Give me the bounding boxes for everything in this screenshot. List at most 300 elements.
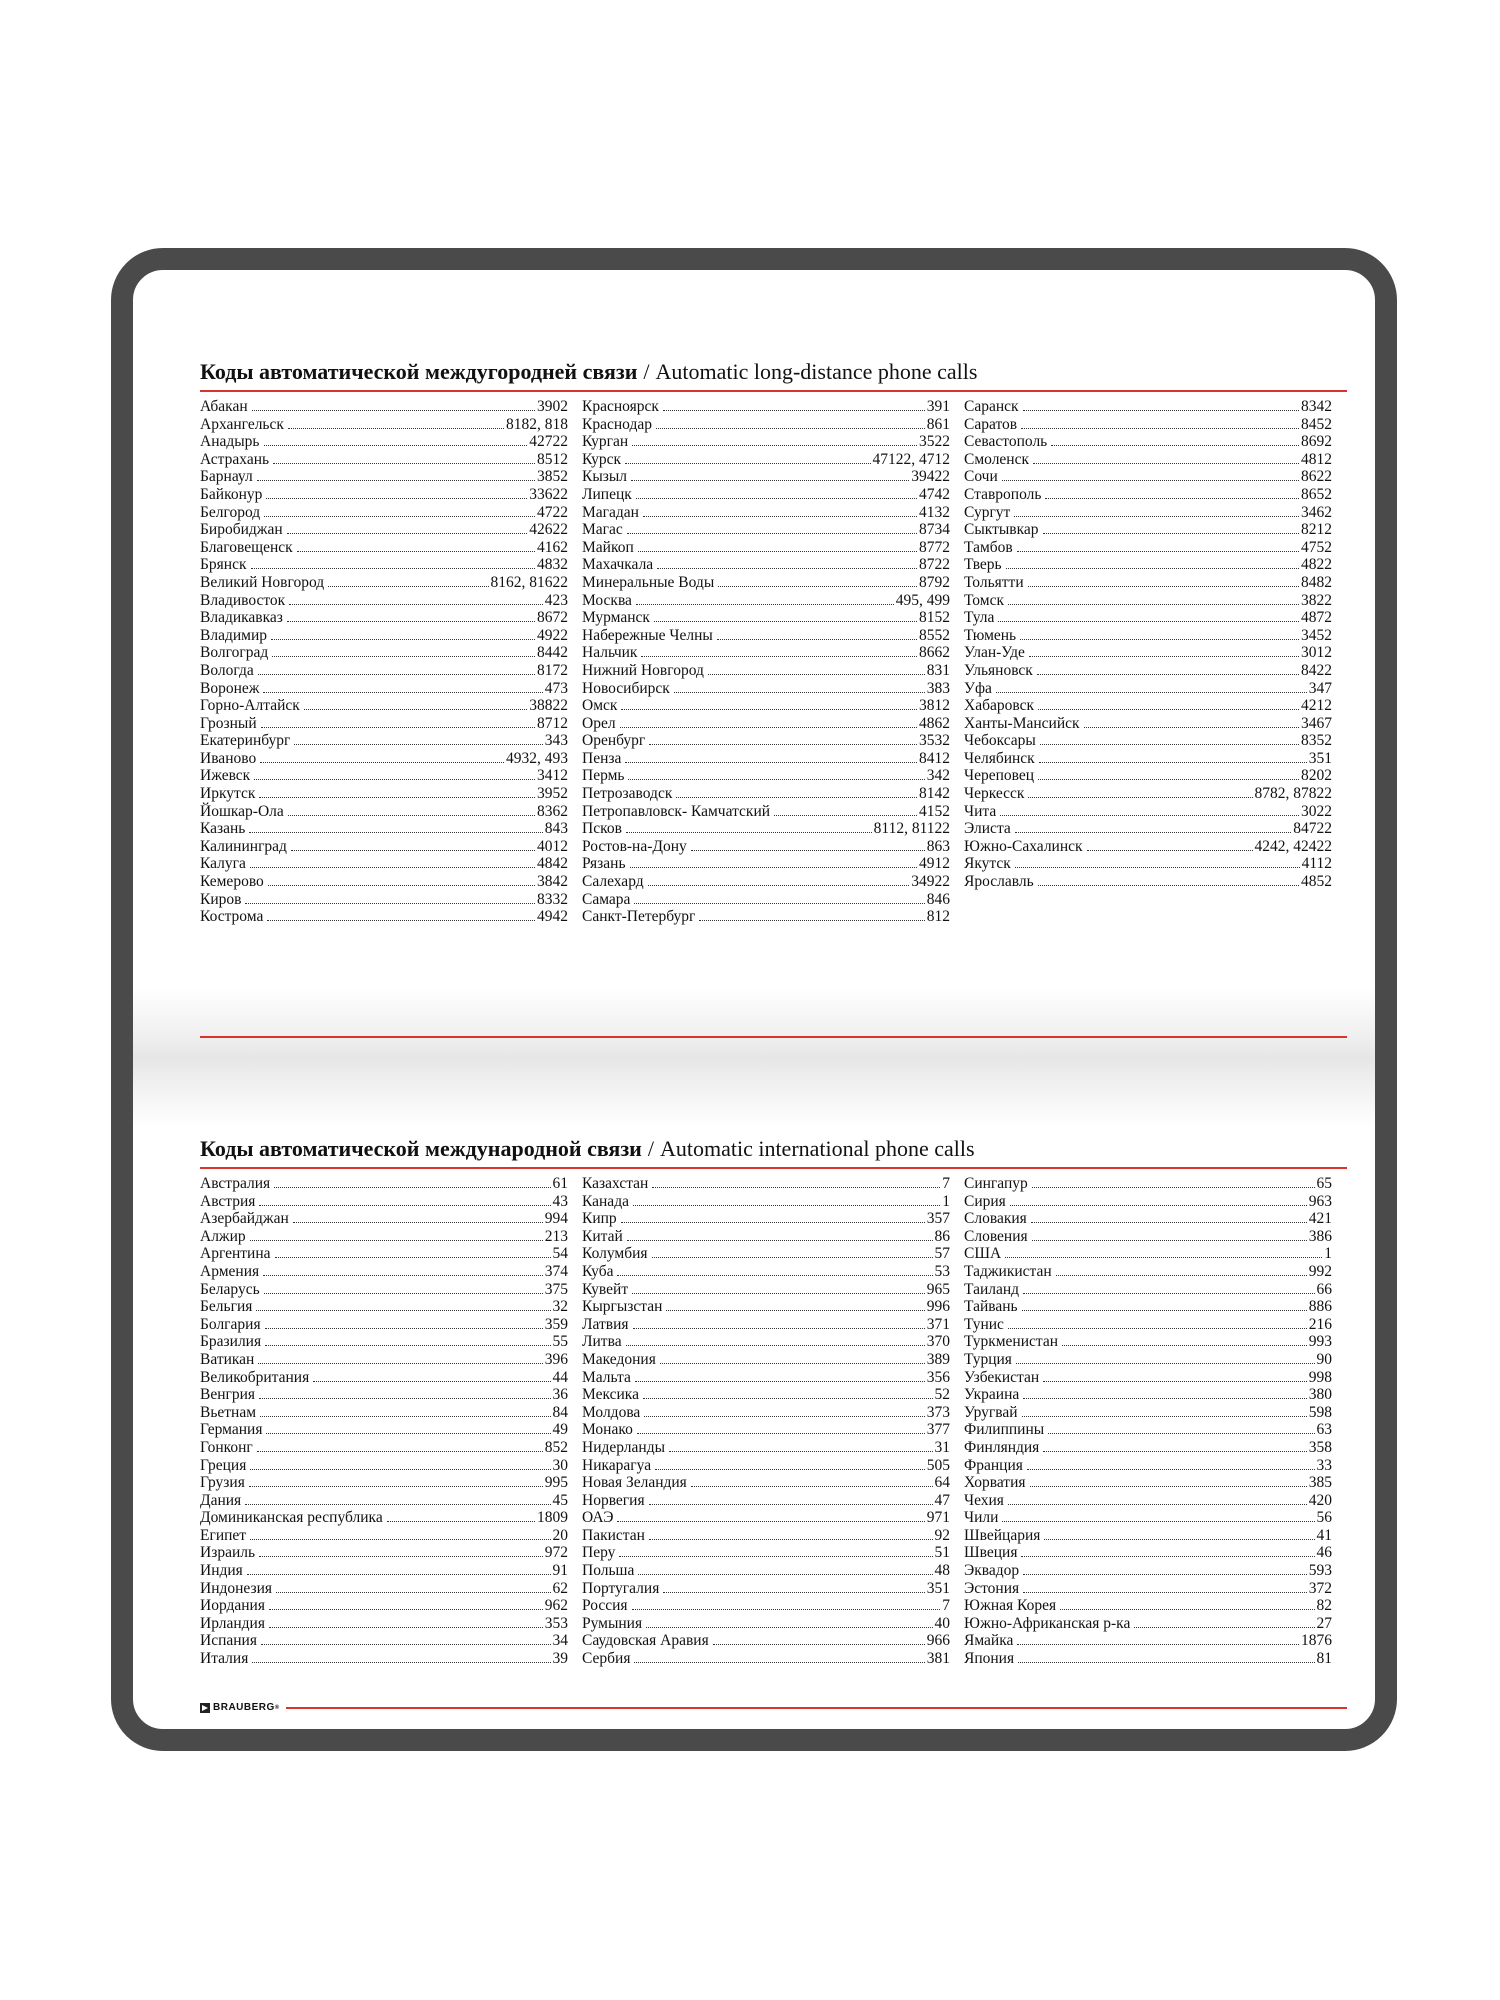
entry-name: Южная Корея (964, 1597, 1057, 1615)
code-entry (964, 1439, 1332, 1457)
entry-code: 846 (926, 890, 950, 908)
brand-logo-icon (200, 1703, 210, 1713)
entry-code: 8182, 818 (506, 415, 568, 433)
entry-name: Канада (582, 1192, 629, 1210)
code-entry (582, 1369, 950, 1387)
dot-leader (699, 920, 924, 921)
code-entry (200, 521, 568, 539)
entry-name: Чехия (964, 1491, 1004, 1509)
entry-name: Тюмень (964, 626, 1017, 644)
entry-name: Великий Новгород (200, 573, 325, 591)
dot-leader (1023, 1574, 1307, 1575)
entry-code: 4812 (1301, 450, 1332, 468)
entry-code: 34922 (911, 873, 950, 891)
code-entry (582, 1263, 950, 1281)
code-entry (582, 1527, 950, 1545)
entry-name: Израиль (200, 1544, 256, 1562)
entry-name: Ижевск (200, 767, 251, 785)
entry-name: Ставрополь (964, 485, 1042, 503)
dot-leader (266, 498, 527, 499)
dot-leader (617, 1275, 932, 1276)
code-entry (582, 1298, 950, 1316)
code-entry (582, 1492, 950, 1510)
entry-code: 57 (934, 1245, 950, 1263)
code-entry (964, 433, 1332, 451)
dot-leader (297, 551, 535, 552)
entry-name: Хорватия (964, 1474, 1026, 1492)
entry-name: Южно-Африканская р-ка (964, 1614, 1131, 1632)
entry-name: Ямайка (964, 1632, 1014, 1650)
code-entry (582, 680, 950, 698)
entry-name: Уругвай (964, 1403, 1018, 1421)
dot-leader (676, 797, 917, 798)
entry-name: Сирия (964, 1192, 1006, 1210)
entry-name: Вьетнам (200, 1403, 257, 1421)
code-entry (582, 1474, 950, 1492)
code-entry (200, 644, 568, 662)
code-entry (200, 785, 568, 803)
code-entry (964, 1386, 1332, 1404)
code-entry (582, 1509, 950, 1527)
code-entry (582, 539, 950, 557)
entry-code: 3812 (919, 697, 950, 715)
entry-code: 495, 499 (895, 591, 950, 609)
dot-leader (250, 867, 535, 868)
dot-leader (1060, 1609, 1314, 1610)
entry-name: Азербайджан (200, 1210, 289, 1228)
code-entry (964, 785, 1332, 803)
dot-leader (250, 1469, 550, 1470)
dot-leader (1021, 1556, 1314, 1557)
code-entry (200, 1632, 568, 1650)
entry-code: 812 (926, 908, 950, 926)
dot-leader (294, 744, 542, 745)
entry-name: Череповец (964, 767, 1035, 785)
dot-leader (288, 428, 504, 429)
entry-name: Владимир (200, 626, 267, 644)
entry-name: Оренбург (582, 732, 646, 750)
entry-code: 8442 (537, 644, 568, 662)
entry-name: Ирландия (200, 1614, 265, 1632)
dot-leader (628, 779, 924, 780)
entry-name: Тамбов (964, 538, 1013, 556)
international-column-3 (964, 1175, 1346, 1668)
dot-leader (649, 1539, 933, 1540)
dot-leader (276, 1592, 550, 1593)
code-entry (582, 433, 950, 451)
code-entry (582, 609, 950, 627)
dot-leader (287, 533, 528, 534)
dot-leader (657, 568, 917, 569)
dot-leader (260, 1416, 550, 1417)
entry-code: 4132 (919, 503, 950, 521)
dot-leader (1038, 779, 1299, 780)
international-codes-section (200, 1135, 1347, 1668)
entry-code: 389 (926, 1350, 950, 1368)
entry-code: 45 (552, 1491, 568, 1509)
entry-name: Архангельск (200, 415, 284, 433)
entry-code: 42722 (529, 433, 568, 451)
entry-code: 4242, 42422 (1254, 837, 1332, 855)
dot-leader (617, 1521, 924, 1522)
code-entry (964, 662, 1332, 680)
dot-leader (998, 621, 1299, 622)
entry-name: Казань (200, 820, 246, 838)
entry-code: 375 (544, 1280, 568, 1298)
entry-code: 343 (544, 732, 568, 750)
international-code-columns (200, 1175, 1347, 1668)
entry-name: Словакия (964, 1210, 1027, 1228)
code-entry (582, 644, 950, 662)
dot-leader (669, 1451, 932, 1452)
entry-code: 4212 (1301, 697, 1332, 715)
dot-leader (691, 850, 925, 851)
dot-leader (288, 815, 535, 816)
entry-name: Петропавловск- Камчатский (582, 802, 771, 820)
code-entry (964, 1228, 1332, 1246)
entry-code: 4862 (919, 714, 950, 732)
code-entry (200, 820, 568, 838)
code-entry (964, 504, 1332, 522)
entry-code: 3952 (537, 785, 568, 803)
entry-name: США (964, 1245, 1002, 1263)
code-entry (582, 1228, 950, 1246)
page-footer (200, 1702, 1347, 1713)
entry-code: 30 (552, 1456, 568, 1474)
entry-code: 92 (934, 1526, 950, 1544)
code-entry (964, 556, 1332, 574)
entry-name: Уфа (964, 679, 992, 697)
code-entry (964, 1580, 1332, 1598)
dot-leader (247, 1574, 551, 1575)
entry-name: Петрозаводск (582, 785, 673, 803)
entry-code: 8212 (1301, 521, 1332, 539)
code-entry (200, 1298, 568, 1316)
entry-code: 359 (544, 1315, 568, 1333)
dot-leader (273, 463, 535, 464)
entry-code: 370 (926, 1333, 950, 1351)
code-entry (582, 1632, 950, 1650)
dot-leader (649, 744, 917, 745)
code-entry (964, 1351, 1332, 1369)
entry-code: 33 (1316, 1456, 1332, 1474)
dot-leader (717, 639, 917, 640)
entry-name: Греция (200, 1456, 247, 1474)
entry-code: 381 (926, 1650, 950, 1668)
dot-leader (258, 674, 535, 675)
entry-code: 593 (1308, 1562, 1332, 1580)
entry-name: Аргентина (200, 1245, 271, 1263)
entry-name: Анадырь (200, 433, 260, 451)
domestic-column-3 (964, 398, 1346, 926)
code-entry (964, 1457, 1332, 1475)
dot-leader (631, 480, 909, 481)
entry-code: 994 (544, 1210, 568, 1228)
entry-code: 421 (1308, 1210, 1332, 1228)
entry-name: Мексика (582, 1386, 639, 1404)
entry-name: Горно-Алтайск (200, 697, 300, 715)
entry-name: Чебоксары (964, 732, 1036, 750)
code-entry (582, 1457, 950, 1475)
entry-name: Орел (582, 714, 616, 732)
dot-leader (274, 1187, 550, 1188)
entry-code: 38822 (529, 697, 568, 715)
entry-code: 4872 (1301, 609, 1332, 627)
entry-code: 843 (544, 820, 568, 838)
dot-leader (1014, 516, 1299, 517)
code-entry (582, 1439, 950, 1457)
dot-leader (259, 1205, 550, 1206)
entry-code: 8422 (1301, 661, 1332, 679)
domestic-heading (200, 358, 1347, 386)
entry-name: Томск (964, 591, 1004, 609)
entry-name: Омск (582, 697, 618, 715)
entry-name: Египет (200, 1526, 247, 1544)
code-entry (200, 1351, 568, 1369)
entry-name: Испания (200, 1632, 257, 1650)
domestic-codes-section (200, 358, 1347, 926)
heading-red-rule (200, 390, 1347, 392)
entry-name: Узбекистан (964, 1368, 1040, 1386)
dot-leader (387, 1521, 535, 1522)
code-entry (582, 556, 950, 574)
entry-code: 56 (1316, 1509, 1332, 1527)
dot-leader (258, 1363, 542, 1364)
entry-name: Кувейт (582, 1280, 629, 1298)
entry-code: 86 (934, 1227, 950, 1245)
code-entry (582, 820, 950, 838)
entry-code: 3462 (1301, 503, 1332, 521)
entry-name: Нидерланды (582, 1438, 666, 1456)
dot-leader (1048, 1433, 1314, 1434)
entry-name: Липецк (582, 485, 632, 503)
entry-code: 55 (552, 1333, 568, 1351)
code-entry (582, 1333, 950, 1351)
code-entry (200, 1562, 568, 1580)
code-entry (964, 1527, 1332, 1545)
code-entry (582, 1281, 950, 1299)
dot-leader (259, 797, 535, 798)
dot-leader (291, 850, 535, 851)
dot-leader (1038, 885, 1299, 886)
entry-code: 423 (544, 591, 568, 609)
code-entry (964, 644, 1332, 662)
dot-leader (632, 1609, 941, 1610)
entry-name: Челябинск (964, 749, 1035, 767)
dot-leader (1062, 1345, 1307, 1346)
entry-code: 4162 (537, 538, 568, 556)
entry-code: 20 (552, 1526, 568, 1544)
dot-leader (620, 727, 917, 728)
entry-code: 971 (926, 1509, 950, 1527)
entry-code: 353 (544, 1614, 568, 1632)
dot-leader (1028, 586, 1299, 587)
dot-leader (649, 1504, 933, 1505)
entry-name: Калуга (200, 855, 246, 873)
dot-leader (1018, 1662, 1314, 1663)
dot-leader (774, 815, 917, 816)
domestic-column-2 (582, 398, 964, 926)
entry-name: Словения (964, 1227, 1028, 1245)
entry-code: 4152 (919, 802, 950, 820)
dot-leader (627, 533, 917, 534)
dot-leader (313, 1381, 550, 1382)
dot-leader (1010, 1205, 1307, 1206)
entry-name: Куба (582, 1262, 614, 1280)
dot-leader (257, 480, 535, 481)
code-entry (200, 1492, 568, 1510)
code-entry (964, 855, 1332, 873)
domestic-column-1 (200, 398, 582, 926)
entry-name: Польша (582, 1562, 635, 1580)
entry-code: 63 (1316, 1421, 1332, 1439)
code-entry (200, 1386, 568, 1404)
entry-name: Тунис (964, 1315, 1004, 1333)
brand-logo (200, 1702, 280, 1713)
code-entry (200, 1193, 568, 1211)
code-entry (200, 609, 568, 627)
dot-leader (1008, 1504, 1307, 1505)
dot-leader (259, 1398, 550, 1399)
entry-name: Белгород (200, 503, 261, 521)
code-entry (964, 1281, 1332, 1299)
code-entry (964, 1263, 1332, 1281)
brand-name: BRAUBERG (213, 1702, 275, 1713)
dot-leader (619, 1556, 932, 1557)
code-entry (582, 1544, 950, 1562)
entry-name: Набережные Челны (582, 626, 713, 644)
entry-code: 3532 (919, 732, 950, 750)
dot-leader (257, 1451, 543, 1452)
code-entry (964, 820, 1332, 838)
entry-code: 4852 (1301, 873, 1332, 891)
code-entry (200, 662, 568, 680)
entry-name: Ростов-на-Дону (582, 837, 687, 855)
entry-code: 53 (934, 1262, 950, 1280)
entry-code: 8172 (537, 661, 568, 679)
dot-leader (289, 604, 543, 605)
entry-code: 8112, 81122 (873, 820, 950, 838)
entry-code: 4112 (1301, 855, 1332, 873)
entry-name: Калининград (200, 837, 287, 855)
entry-code: 4912 (919, 855, 950, 873)
code-entry (200, 1228, 568, 1246)
code-entry (200, 891, 568, 909)
dot-leader (626, 832, 872, 833)
entry-code: 391 (926, 398, 950, 415)
dot-leader (1015, 832, 1291, 833)
dot-leader (643, 1398, 933, 1399)
entry-code: 342 (926, 767, 950, 785)
notebook-page-frame (111, 248, 1397, 1751)
dot-leader (634, 903, 924, 904)
dot-leader (1039, 762, 1307, 763)
code-entry (964, 1333, 1332, 1351)
entry-name: Кемерово (200, 873, 264, 891)
entry-code: 40 (934, 1614, 950, 1632)
entry-code: 84 (552, 1403, 568, 1421)
code-entry (582, 1580, 950, 1598)
code-entry (200, 556, 568, 574)
entry-name: Сингапур (964, 1175, 1028, 1192)
entry-name: Биробиджан (200, 521, 283, 539)
code-entry (964, 697, 1332, 715)
entry-name: Астрахань (200, 450, 270, 468)
dot-leader (996, 692, 1307, 693)
dot-leader (660, 1363, 925, 1364)
dot-leader (263, 692, 542, 693)
code-entry (200, 1527, 568, 1545)
entry-name: Мальта (582, 1368, 631, 1386)
entry-name: Монако (582, 1421, 633, 1439)
entry-name: Финляндия (964, 1438, 1040, 1456)
domestic-title-en: Automatic long-distance phone calls (655, 359, 978, 384)
entry-name: Кипр (582, 1210, 617, 1228)
dot-leader (708, 674, 925, 675)
dot-leader (632, 1293, 925, 1294)
international-title-ru: Коды автоматической международной связи (200, 1136, 642, 1161)
dot-leader (1051, 445, 1299, 446)
entry-code: 374 (544, 1262, 568, 1280)
entry-code: 4942 (537, 908, 568, 926)
code-entry (964, 398, 1332, 416)
entry-name: Украина (964, 1386, 1020, 1404)
dot-leader (636, 498, 917, 499)
dot-leader (1022, 1310, 1307, 1311)
dot-leader (260, 762, 504, 763)
dot-leader (1033, 463, 1299, 464)
entry-code: 1809 (537, 1509, 568, 1527)
heading-red-rule (200, 1167, 1347, 1169)
entry-code: 385 (1308, 1474, 1332, 1492)
entry-name: Мурманск (582, 609, 650, 627)
entry-code: 42622 (529, 521, 568, 539)
code-entry (964, 521, 1332, 539)
dot-leader (269, 1609, 543, 1610)
code-entry (582, 750, 950, 768)
code-entry (964, 1615, 1332, 1633)
entry-code: 372 (1308, 1579, 1332, 1597)
entry-code: 90 (1316, 1350, 1332, 1368)
entry-code: 8692 (1301, 433, 1332, 451)
entry-name: Екатеринбург (200, 732, 291, 750)
entry-code: 8362 (537, 802, 568, 820)
code-entry (964, 592, 1332, 610)
entry-name: Сыктывкар (964, 521, 1039, 539)
entry-code: 4922 (537, 626, 568, 644)
domestic-title-ru: Коды автоматической междугородней связи (200, 359, 638, 384)
dot-leader (625, 463, 870, 464)
entry-code: 373 (926, 1403, 950, 1421)
code-entry (582, 803, 950, 821)
code-entry (964, 486, 1332, 504)
code-entry (964, 1650, 1332, 1668)
code-entry (582, 732, 950, 750)
entry-name: Салехард (582, 873, 644, 891)
code-entry (582, 662, 950, 680)
dot-leader (652, 1187, 940, 1188)
entry-name: Армения (200, 1262, 260, 1280)
code-entry (200, 1316, 568, 1334)
code-entry (582, 785, 950, 803)
code-entry (964, 468, 1332, 486)
code-entry (200, 680, 568, 698)
entry-name: Иваново (200, 749, 257, 767)
code-entry (964, 1298, 1332, 1316)
code-entry (964, 1492, 1332, 1510)
code-entry (582, 838, 950, 856)
entry-name: Новосибирск (582, 679, 670, 697)
